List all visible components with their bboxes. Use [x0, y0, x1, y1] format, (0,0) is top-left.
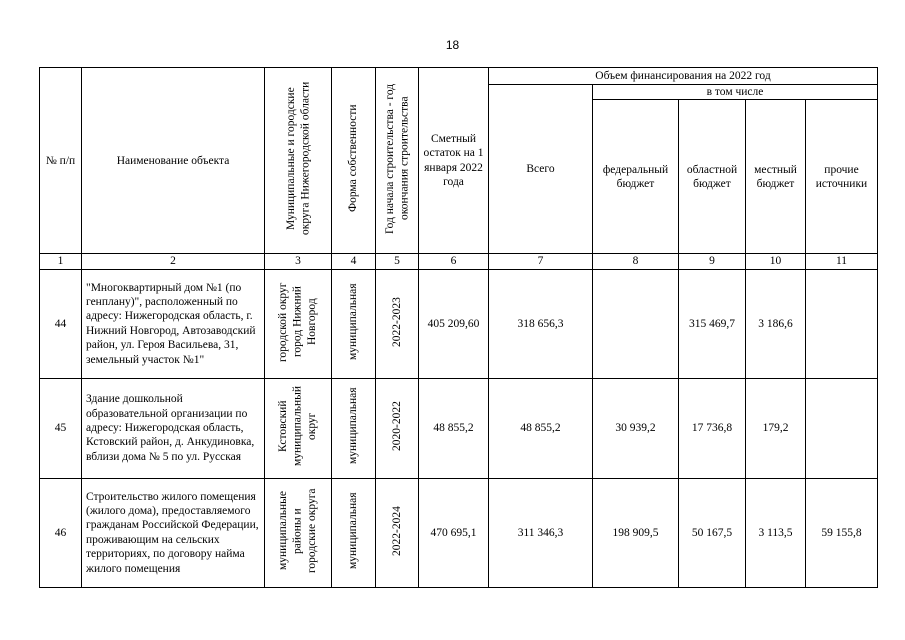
federal-cell — [593, 269, 679, 378]
column-number: 6 — [419, 254, 489, 269]
ownership-cell: муниципальная — [332, 478, 376, 587]
column-number: 7 — [489, 254, 593, 269]
ownership-cell: муниципальная — [332, 269, 376, 378]
years-cell: 2022-2023 — [376, 269, 419, 378]
table-row — [40, 378, 878, 478]
table-row — [40, 478, 878, 587]
object-name: "Многоквартирный дом №1 (по генплану)", расположенный по адресу: Нижегородская область, г. Нижний Новгород, Автозаводский район, ул. Героя Васильева, 31, земельный участок №1" — [82, 269, 265, 378]
header-regional: областной бюджет — [679, 100, 746, 254]
other-cell: 59 155,8 — [806, 478, 878, 587]
object-name: Строительство жилого помещения (жилого дома), предоставляемого гражданам Российской Федерации, проживающим на сельских территориях, по договору найма жилого помещения — [82, 478, 265, 587]
financing-table — [39, 67, 878, 588]
table-row — [40, 269, 878, 378]
row-num: 45 — [40, 378, 82, 478]
header-ownership: Форма собственности — [332, 68, 376, 254]
header-municipality: Муниципальные и городские округа Нижегородской области — [265, 68, 332, 254]
ownership-cell: муниципальная — [332, 378, 376, 478]
municipality-cell: муниципальные районы и городские округа — [265, 478, 332, 587]
regional-cell: 315 469,7 — [679, 269, 746, 378]
local-cell: 3 186,6 — [746, 269, 806, 378]
regional-cell: 50 167,5 — [679, 478, 746, 587]
total-cell: 48 855,2 — [489, 378, 593, 478]
object-name: Здание дошкольной образовательной организации по адресу: Нижегородская область, Кстовский район, д. Анкудиновка, вблизи дома № 5 по ул. Русская — [82, 378, 265, 478]
column-number: 9 — [679, 254, 746, 269]
header-including: в том числе — [593, 85, 878, 100]
years-cell: 2022-2024 — [376, 478, 419, 587]
estimate-cell: 48 855,2 — [419, 378, 489, 478]
years-cell: 2020-2022 — [376, 378, 419, 478]
other-cell — [806, 378, 878, 478]
page-number: 18 — [445, 38, 460, 52]
row-num: 46 — [40, 478, 82, 587]
local-cell: 3 113,5 — [746, 478, 806, 587]
column-number: 3 — [265, 254, 332, 269]
header-total: Всего — [489, 85, 593, 254]
column-number: 2 — [82, 254, 265, 269]
header-years: Год начала строительства - год окончания строительства — [376, 68, 419, 254]
column-number: 11 — [806, 254, 878, 269]
header-estimate: Сметный остаток на 1 января 2022 года — [419, 68, 489, 254]
header-name: Наименование объекта — [82, 68, 265, 254]
header-other: прочие источники — [806, 100, 878, 254]
header-federal: федеральный бюджет — [593, 100, 679, 254]
federal-cell: 198 909,5 — [593, 478, 679, 587]
column-number: 10 — [746, 254, 806, 269]
estimate-cell: 405 209,60 — [419, 269, 489, 378]
header-local: местный бюджет — [746, 100, 806, 254]
regional-cell: 17 736,8 — [679, 378, 746, 478]
row-num: 44 — [40, 269, 82, 378]
municipality-cell: Кстовский муниципальный округ — [265, 378, 332, 478]
column-number: 8 — [593, 254, 679, 269]
total-cell: 311 346,3 — [489, 478, 593, 587]
estimate-cell: 470 695,1 — [419, 478, 489, 587]
federal-cell: 30 939,2 — [593, 378, 679, 478]
other-cell — [806, 269, 878, 378]
column-number: 1 — [40, 254, 82, 269]
header-num: № п/п — [40, 68, 82, 254]
column-number: 4 — [332, 254, 376, 269]
municipality-cell: городской округ город Нижний Новгород — [265, 269, 332, 378]
total-cell: 318 656,3 — [489, 269, 593, 378]
column-numbers-row — [40, 254, 878, 269]
column-number: 5 — [376, 254, 419, 269]
header-financing: Объем финансирования на 2022 год — [489, 68, 878, 85]
local-cell: 179,2 — [746, 378, 806, 478]
